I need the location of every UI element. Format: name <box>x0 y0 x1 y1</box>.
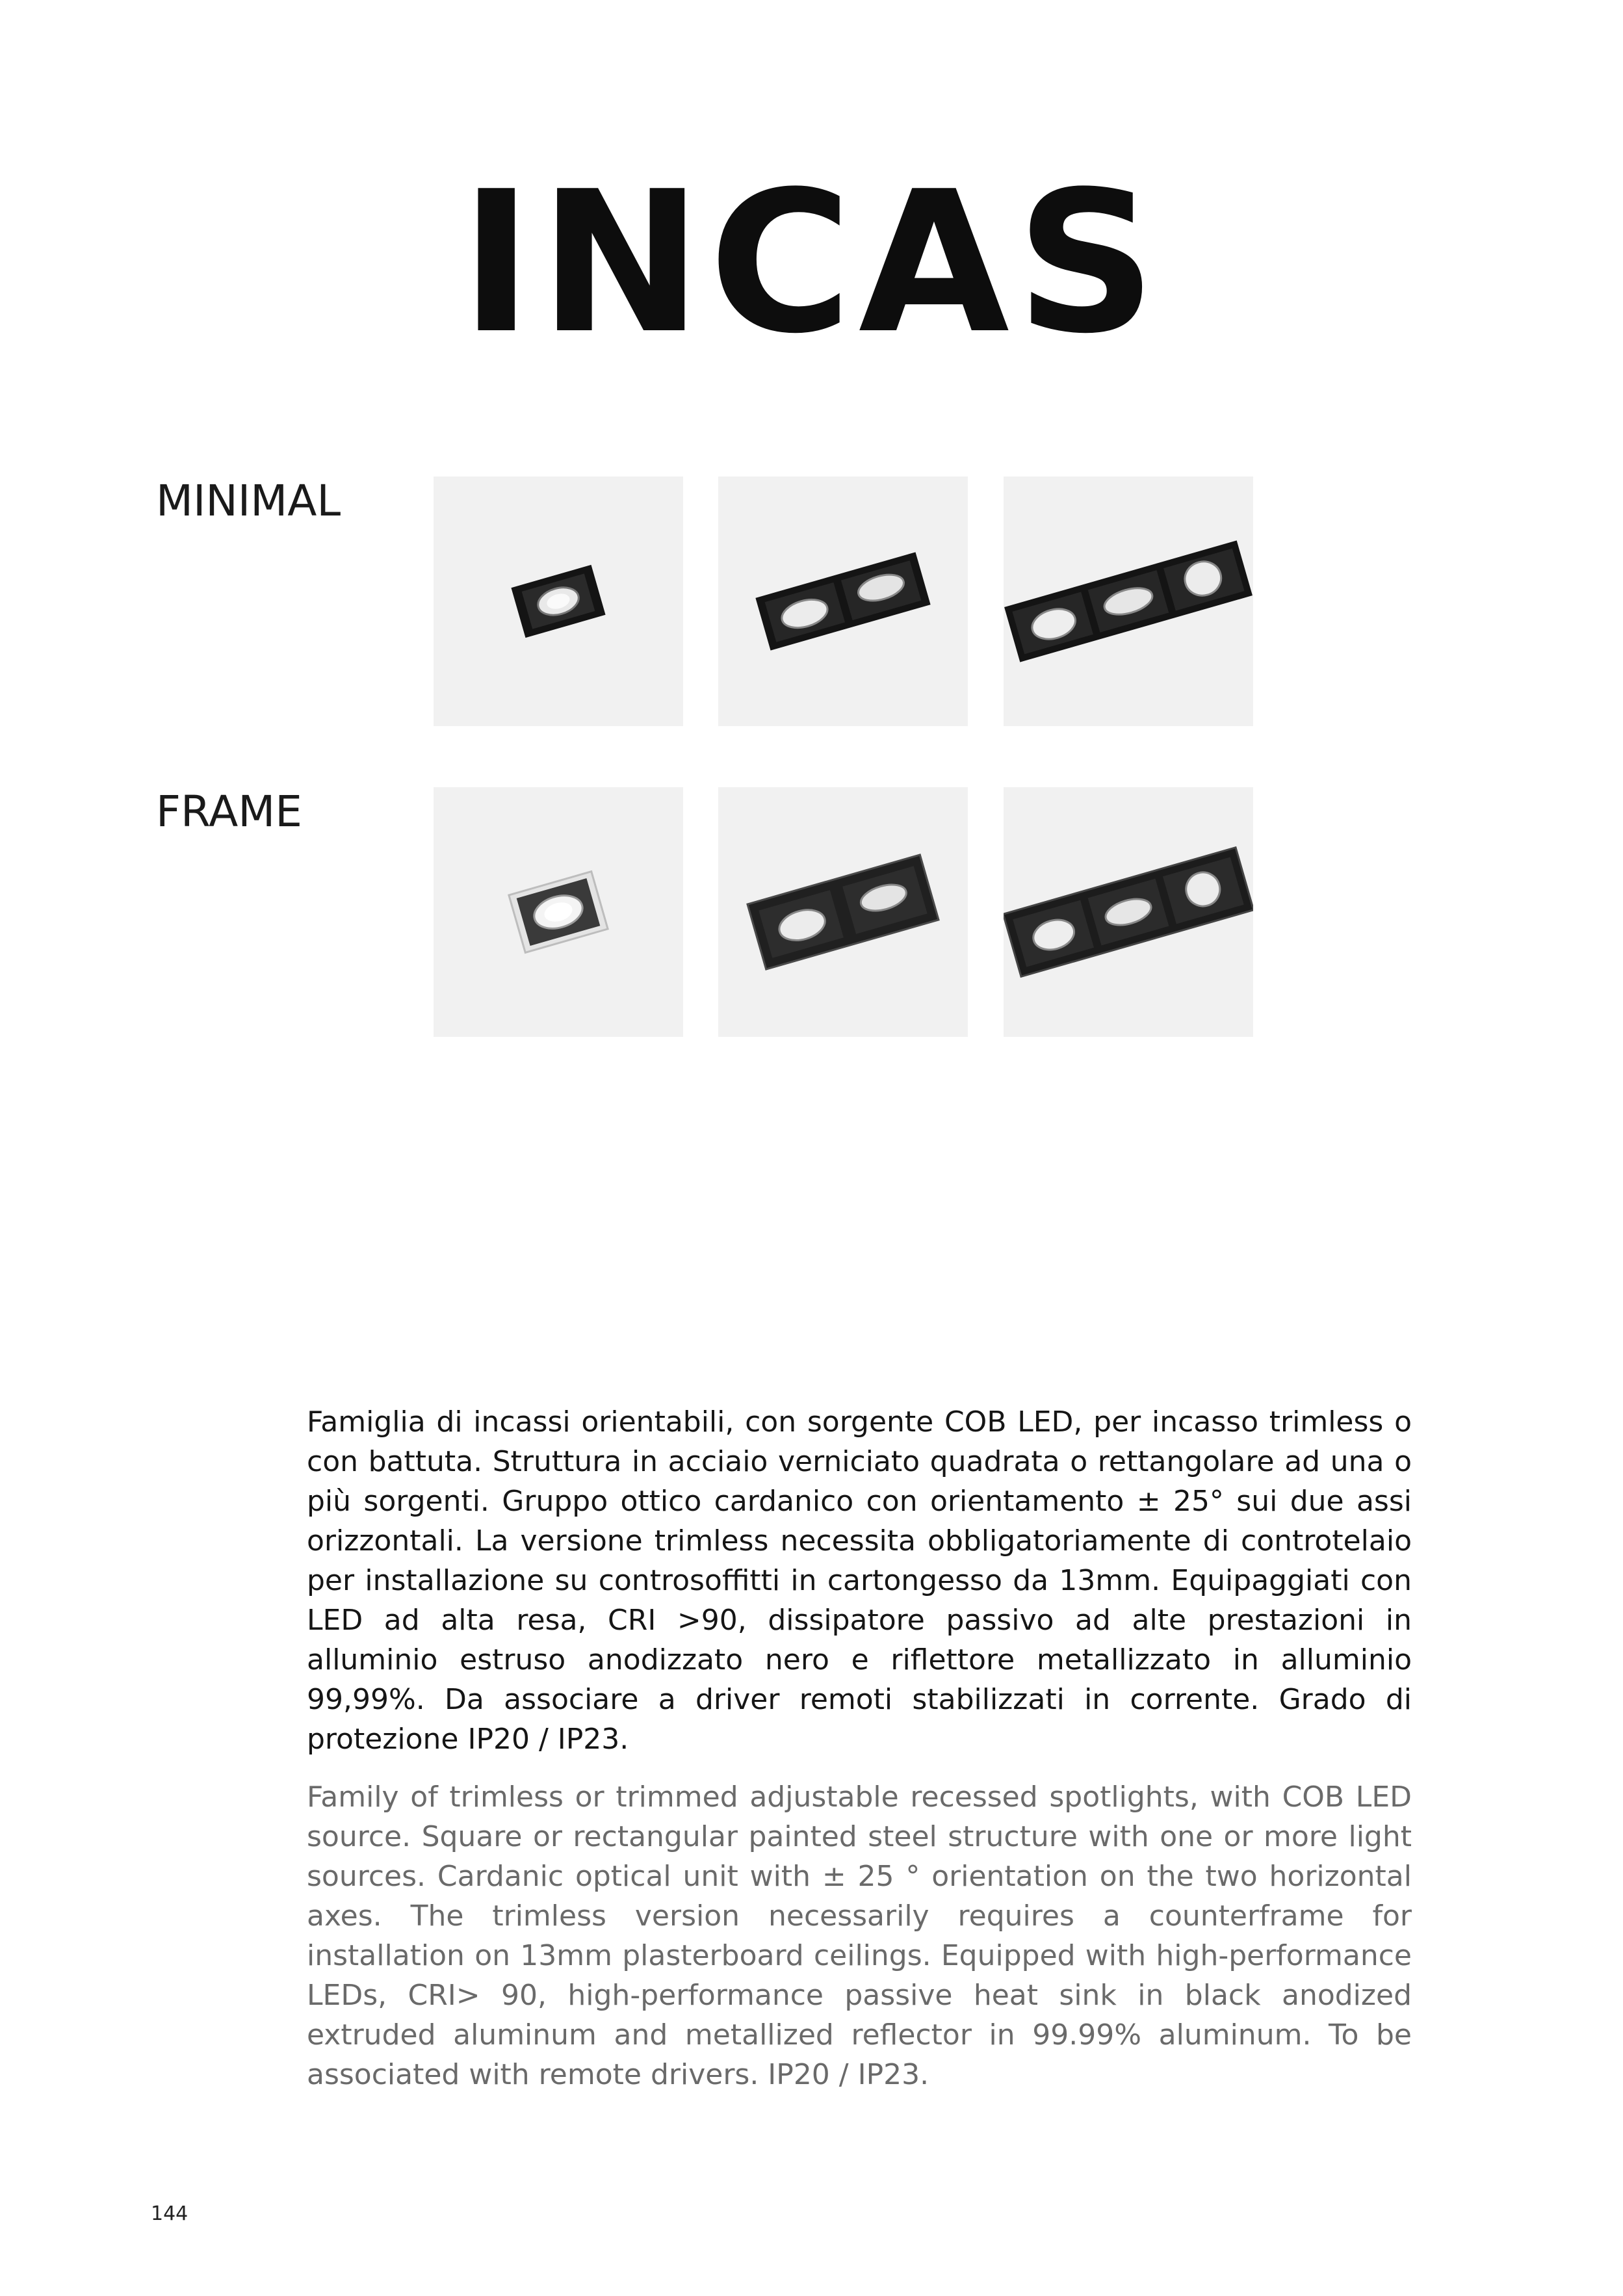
product-image-minimal-triple <box>1004 476 1253 726</box>
product-image-minimal-double <box>718 476 968 726</box>
description-italian: Famiglia di incassi orientabili, con sorgente COB LED, per incasso trimless o con battuta. Struttura in acciaio verniciato quadrata o rettangolare ad una o più sorgenti. Gruppo ottico cardanico con orientamento ± 25° sui due assi orizzontali. La versione trimless necessita obbligatoriamente di controtelaio per installazione su controsoffitti in cartongesso da 13mm. Equipaggiati con LED ad alta resa, CRI >90, dissipatore passivo ad alte prestazioni in alluminio estruso anodizzato nero e riflettore metallizzato in alluminio 99,99%. Da associare a driver remoti stabilizzati in corrente. Grado di protezione IP20 / IP23. <box>307 1405 1412 1756</box>
product-image-minimal-single <box>434 476 683 726</box>
page-title: INCAS <box>460 150 1163 376</box>
section-label-frame: FRAME <box>156 787 302 837</box>
description-english: Family of trimless or trimmed adjustable recessed spotlights, with COB LED source. Square or rectangular painted steel structure with one or more light sources. Cardanic optical unit with ± 25 ° orientation on the two horizontal axes. The trimless version necessarily requires a counterframe for installation on 13mm plasterboard ceilings. Equipped with high-performance LEDs, CRI> 90, high-performance passive heat sink in black anodized extruded aluminum and metallized reflector in 99.99% aluminum. To be associated with remote drivers. IP20 / IP23. <box>307 1781 1412 2091</box>
page-number: 144 <box>151 2202 188 2225</box>
product-image-frame-triple <box>1004 787 1253 1037</box>
product-image-frame-double <box>718 787 968 1037</box>
product-image-frame-single <box>434 787 683 1037</box>
section-label-minimal: MINIMAL <box>156 476 341 526</box>
